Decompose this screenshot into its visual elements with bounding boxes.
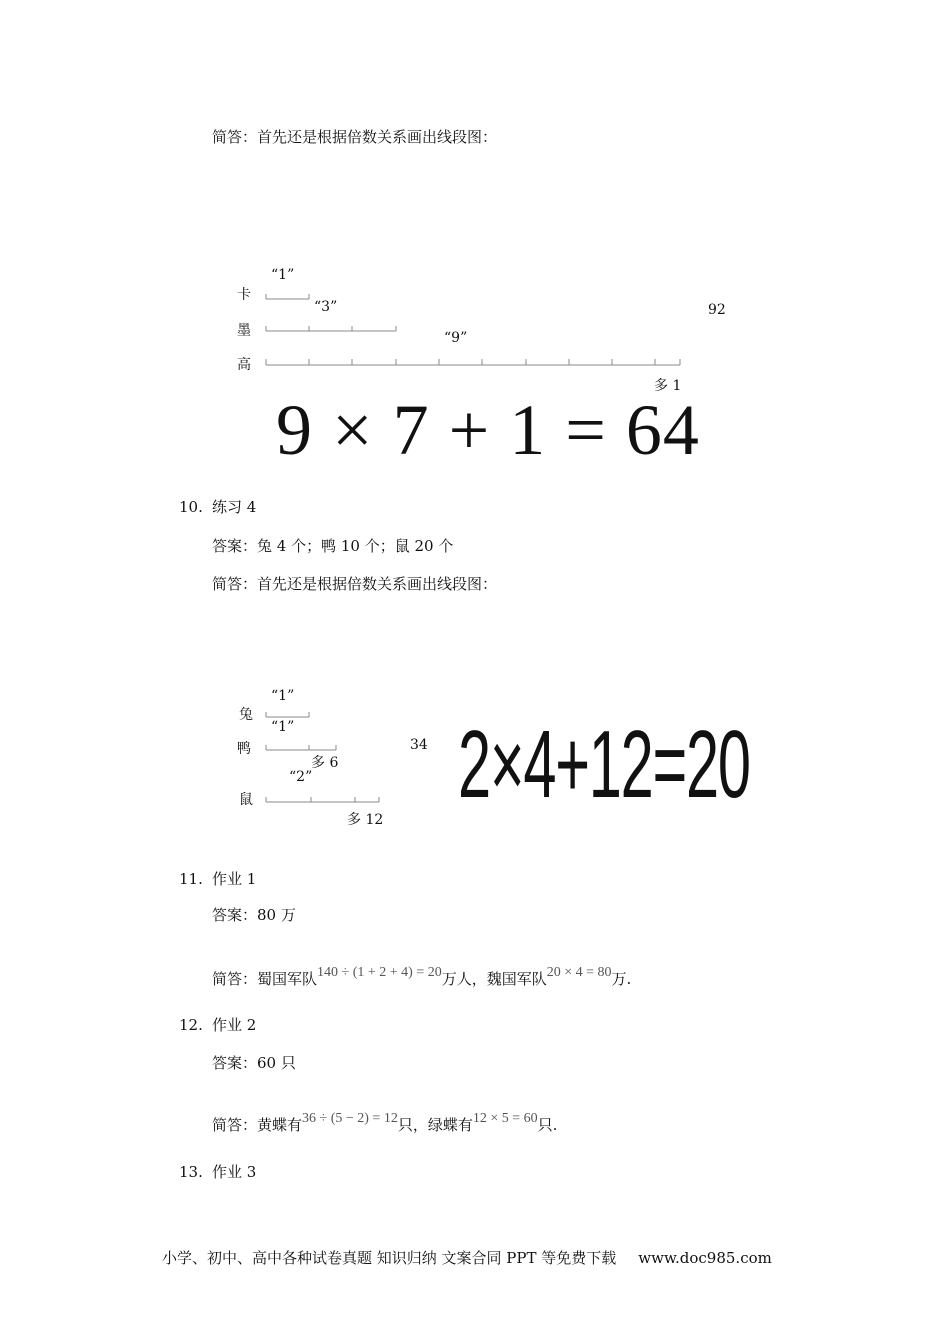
equation-1: 9 × 7 + 1 = 64 bbox=[276, 390, 700, 470]
q12-answer: 答案：60 只 bbox=[212, 1054, 296, 1072]
total-value-2: 34 bbox=[410, 737, 428, 753]
q12-brief-c: 只. bbox=[537, 1116, 558, 1134]
q13-number: 13. bbox=[179, 1163, 203, 1181]
extra-label: 多 1 bbox=[654, 378, 682, 394]
q11-brief bbox=[212, 965, 632, 990]
equation-2: 2×4+12=20 bbox=[458, 711, 750, 818]
q10-answer: 答案：兔 4 个；鸭 10 个；鼠 20 个 bbox=[212, 537, 454, 555]
extra-6-label: 多 6 bbox=[311, 755, 339, 771]
extra-12-label: 多 12 bbox=[347, 812, 384, 828]
row-label-shu: 鼠 bbox=[239, 792, 253, 808]
row-label-ya: 鸭 bbox=[237, 741, 251, 757]
q12-math-b: 12 × 5 = 60 bbox=[472, 1111, 538, 1126]
q12-number: 12. bbox=[179, 1016, 203, 1034]
q12-brief-a: 简答：黄蝶有 bbox=[212, 1116, 303, 1134]
page-footer bbox=[162, 1247, 772, 1268]
q10-title: 练习 4 bbox=[212, 498, 257, 516]
q12-brief bbox=[212, 1111, 558, 1136]
quote-label-3: “3” bbox=[314, 299, 338, 315]
q12-brief-b: 只，绿蝶有 bbox=[397, 1116, 473, 1134]
row-label-gao: 高 bbox=[237, 357, 251, 373]
q12-title: 作业 2 bbox=[212, 1016, 257, 1034]
q11-answer: 答案：80 万 bbox=[212, 906, 296, 924]
quote-label-1: “1” bbox=[271, 267, 295, 283]
q11-math-b: 20 × 4 = 80 bbox=[546, 965, 612, 980]
row-label-tu: 兔 bbox=[239, 707, 253, 723]
q10-number: 10. bbox=[179, 498, 203, 516]
brief-line-1: 简答：首先还是根据倍数关系画出线段图： bbox=[212, 128, 498, 146]
q12-math-a: 36 ÷ (5 − 2) = 12 bbox=[302, 1111, 398, 1126]
q11-brief-c: 万. bbox=[611, 970, 632, 988]
q11-math-a: 140 ÷ (1 + 2 + 4) = 20 bbox=[317, 965, 442, 980]
quote-label-1b: “1” bbox=[271, 719, 295, 735]
quote-label-2: “2” bbox=[289, 769, 313, 785]
row-label-ka: 卡 bbox=[237, 287, 251, 303]
footer-text: 小学、初中、高中各种试卷真题 知识归纳 文案合同 PPT 等免费下载 bbox=[162, 1249, 617, 1267]
quote-label-1a: “1” bbox=[271, 688, 295, 704]
q10-brief: 简答：首先还是根据倍数关系画出线段图： bbox=[212, 575, 498, 593]
q11-brief-b: 万人，魏国军队 bbox=[441, 970, 547, 988]
row-label-mo: 墨 bbox=[237, 323, 251, 339]
quote-label-9: “9” bbox=[444, 330, 468, 346]
total-value: 92 bbox=[708, 302, 726, 318]
q11-number: 11. bbox=[179, 870, 203, 888]
footer-url[interactable]: www.doc985.com bbox=[638, 1249, 772, 1267]
q11-title: 作业 1 bbox=[212, 870, 257, 888]
q11-brief-a: 简答：蜀国军队 bbox=[212, 970, 318, 988]
q13-title: 作业 3 bbox=[212, 1163, 257, 1181]
